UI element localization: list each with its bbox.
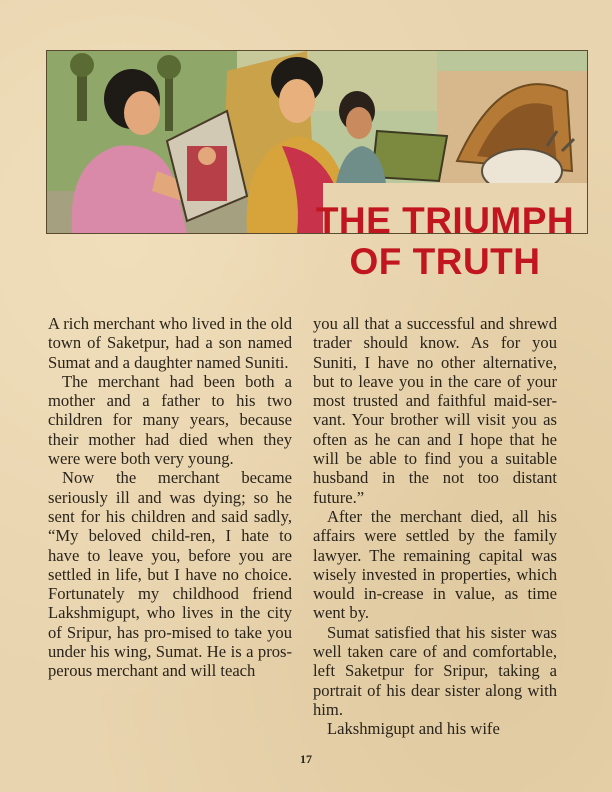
story-title-line-1: THE TRIUMPH — [315, 200, 575, 241]
paragraph: After the merchant died, all his affairs were settled by the family lawyer. The remaining capital was wisely invested in properties, which would in-crease in value, as time went by. — [313, 506, 557, 623]
text-column-left — [48, 314, 292, 681]
paragraph: A rich merchant who lived in the old town of Saketpur, had a son named Sumat and a daughter named Suniti. — [48, 314, 292, 372]
page-number: 17 — [300, 752, 312, 766]
story-title-line-2: OF TRUTH — [349, 241, 541, 282]
story-title — [300, 200, 590, 282]
paragraph: you all that a successful and shrewd trader should know. As for you Suniti, I have no other alternative, but to leave you in the care of your most trusted and faithful maid-ser-vant. Your brother will visit you as often as he can and I hope that he will be able to find you a suitable husband in the not too distant future.” — [313, 314, 557, 507]
paragraph: The merchant had been both a mother and a father to his two children for many years, because their mother had died when they were were both very young. — [48, 371, 292, 469]
paragraph: Sumat satisfied that his sister was well taken care of and comfortable, left Saketpur for Sripur, taking a portrait of his dear sister along with him. — [313, 622, 557, 719]
paragraph: Lakshmigupt and his wife — [327, 719, 500, 739]
paragraph: Now the merchant became seriously ill and was dying; so he sent for his children and said sadly, “My beloved child-ren, I hate to have to leave you, before you are settled in life, but I have no choice. Fortunately my childhood friend Lakshmigupt, who lives in the city of Sripur, has pro-mised to take you under his wing, Sumat. He is a pros-perous merchant and will teach — [48, 468, 292, 681]
text-column-right — [313, 314, 557, 739]
